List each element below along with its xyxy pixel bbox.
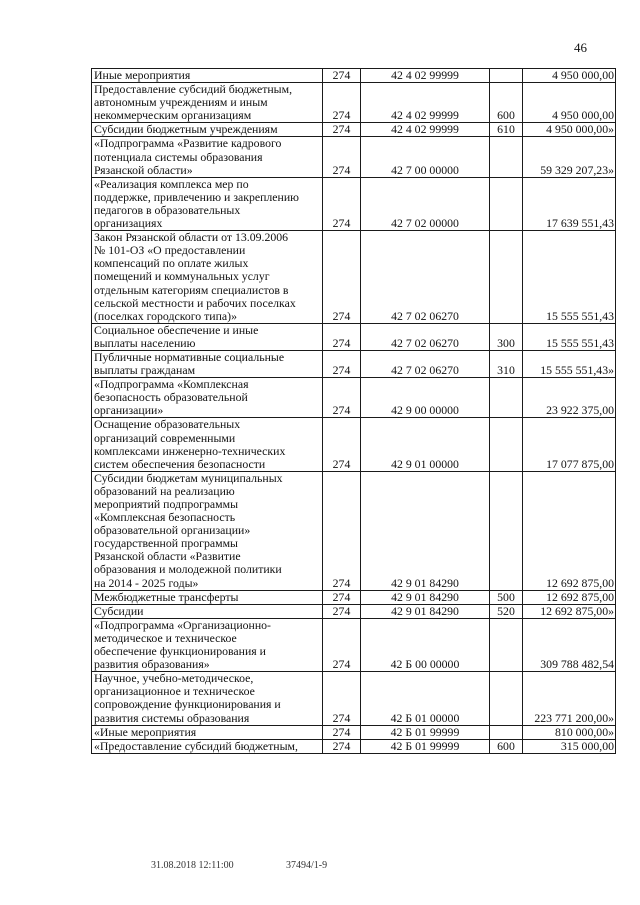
row-gr-code-cell: 274 (323, 323, 361, 350)
row-amount-cell: 15 555 551,43 (523, 231, 616, 324)
row-gr-code-cell: 274 (323, 471, 361, 590)
table-row (92, 725, 616, 739)
row-csr-code-cell: 42 Б 01 99999 (361, 725, 490, 739)
row-vr-code-cell: 520 (490, 604, 523, 618)
row-gr-code-cell: 274 (323, 378, 361, 418)
row-gr-code-cell: 274 (323, 725, 361, 739)
table-row (92, 418, 616, 471)
table-row (92, 177, 616, 230)
row-name-cell: Субсидии бюджетным учреждениям (92, 123, 323, 137)
row-csr-code-cell: 42 Б 01 00000 (361, 672, 490, 725)
row-gr-code-cell: 274 (323, 350, 361, 377)
row-csr-code-cell: 42 7 02 06270 (361, 231, 490, 324)
row-csr-code-cell: 42 4 02 99999 (361, 69, 490, 83)
row-amount-cell: 315 000,00 (523, 739, 616, 753)
table-row (92, 137, 616, 177)
table-row (92, 604, 616, 618)
table-row (92, 69, 616, 83)
row-vr-code-cell (490, 618, 523, 671)
row-name-cell: Субсидии (92, 604, 323, 618)
budget-table (91, 68, 616, 754)
row-amount-cell: 223 771 200,00» (523, 672, 616, 725)
row-vr-code-cell: 310 (490, 350, 523, 377)
row-vr-code-cell: 300 (490, 323, 523, 350)
row-vr-code-cell (490, 418, 523, 471)
table-row (92, 323, 616, 350)
row-csr-code-cell: 42 Б 00 00000 (361, 618, 490, 671)
row-vr-code-cell (490, 378, 523, 418)
row-gr-code-cell: 274 (323, 177, 361, 230)
table-row (92, 471, 616, 590)
row-gr-code-cell: 274 (323, 590, 361, 604)
row-amount-cell: 309 788 482,54 (523, 618, 616, 671)
row-amount-cell: 23 922 375,00 (523, 378, 616, 418)
row-vr-code-cell: 600 (490, 739, 523, 753)
row-vr-code-cell (490, 231, 523, 324)
row-name-cell: Оснащение образовательных организаций современными комплексами инженерно-технических систем обеспечения безопасности (92, 418, 323, 471)
row-amount-cell: 810 000,00» (523, 725, 616, 739)
row-csr-code-cell: 42 4 02 99999 (361, 83, 490, 123)
row-gr-code-cell: 274 (323, 672, 361, 725)
row-vr-code-cell (490, 177, 523, 230)
row-name-cell: «Реализация комплекса мер по поддержке, привлечению и закреплению педагогов в образовательных организациях (92, 177, 323, 230)
row-name-cell: «Подпрограмма «Развитие кадрового потенциала системы образования Рязанской области» (92, 137, 323, 177)
row-amount-cell: 12 692 875,00 (523, 590, 616, 604)
row-gr-code-cell: 274 (323, 83, 361, 123)
table-row (92, 590, 616, 604)
footer-doc-number: 37494/1-9 (286, 860, 328, 871)
row-name-cell: Публичные нормативные социальные выплаты гражданам (92, 350, 323, 377)
row-vr-code-cell (490, 725, 523, 739)
row-csr-code-cell: 42 9 01 84290 (361, 590, 490, 604)
row-vr-code-cell (490, 471, 523, 590)
page-number: 46 (574, 40, 587, 55)
row-gr-code-cell: 274 (323, 418, 361, 471)
row-csr-code-cell: 42 7 02 06270 (361, 350, 490, 377)
row-amount-cell: 4 950 000,00 (523, 69, 616, 83)
row-csr-code-cell: 42 9 00 00000 (361, 378, 490, 418)
row-amount-cell: 12 692 875,00 (523, 471, 616, 590)
row-vr-code-cell (490, 69, 523, 83)
row-csr-code-cell: 42 7 02 06270 (361, 323, 490, 350)
row-gr-code-cell: 274 (323, 137, 361, 177)
row-name-cell: Предоставление субсидий бюджетным, автономным учреждениям и иным некоммерческим организациям (92, 83, 323, 123)
table-row (92, 739, 616, 753)
row-vr-code-cell: 600 (490, 83, 523, 123)
table-row (92, 378, 616, 418)
row-name-cell: «Предоставление субсидий бюджетным, (92, 739, 323, 753)
row-name-cell: Закон Рязанской области от 13.09.2006 № 101-ОЗ «О предоставлении компенсаций по оплате жилых помещений и коммунальных услуг отдельным категориям специалистов в сельской местности и рабочих поселках (поселках городского типа)» (92, 231, 323, 324)
row-gr-code-cell: 274 (323, 231, 361, 324)
row-amount-cell: 17 077 875,00 (523, 418, 616, 471)
row-csr-code-cell: 42 7 02 00000 (361, 177, 490, 230)
table-row (92, 83, 616, 123)
row-vr-code-cell (490, 137, 523, 177)
row-amount-cell: 15 555 551,43 (523, 323, 616, 350)
row-amount-cell: 59 329 207,23» (523, 137, 616, 177)
row-name-cell: Научное, учебно-методическое, организационное и техническое сопровождение функционирования и развития системы образования (92, 672, 323, 725)
row-name-cell: «Иные мероприятия (92, 725, 323, 739)
row-csr-code-cell: 42 9 01 00000 (361, 418, 490, 471)
row-name-cell: Иные мероприятия (92, 69, 323, 83)
row-csr-code-cell: 42 7 00 00000 (361, 137, 490, 177)
table-row (92, 231, 616, 324)
table-row (92, 350, 616, 377)
row-vr-code-cell: 610 (490, 123, 523, 137)
row-gr-code-cell: 274 (323, 739, 361, 753)
row-name-cell: «Подпрограмма «Комплексная безопасность образовательной организации» (92, 378, 323, 418)
row-csr-code-cell: 42 9 01 84290 (361, 604, 490, 618)
row-gr-code-cell: 274 (323, 618, 361, 671)
row-amount-cell: 4 950 000,00 (523, 83, 616, 123)
row-gr-code-cell: 274 (323, 69, 361, 83)
footer-datetime: 31.08.2018 12:11:00 (151, 860, 234, 871)
table-body (92, 69, 616, 754)
row-gr-code-cell: 274 (323, 604, 361, 618)
row-name-cell: «Подпрограмма «Организационно- методическое и техническое обеспечение функционирования и развития образования» (92, 618, 323, 671)
row-vr-code-cell (490, 672, 523, 725)
table-row (92, 123, 616, 137)
row-name-cell: Межбюджетные трансферты (92, 590, 323, 604)
row-amount-cell: 17 639 551,43 (523, 177, 616, 230)
table-row (92, 672, 616, 725)
row-vr-code-cell: 500 (490, 590, 523, 604)
row-csr-code-cell: 42 9 01 84290 (361, 471, 490, 590)
row-name-cell: Социальное обеспечение и иные выплаты населению (92, 323, 323, 350)
row-gr-code-cell: 274 (323, 123, 361, 137)
row-csr-code-cell: 42 4 02 99999 (361, 123, 490, 137)
row-amount-cell: 12 692 875,00» (523, 604, 616, 618)
row-csr-code-cell: 42 Б 01 99999 (361, 739, 490, 753)
row-amount-cell: 15 555 551,43» (523, 350, 616, 377)
row-name-cell: Субсидии бюджетам муниципальных образований на реализацию мероприятий подпрограммы «Комплексная безопасность образовательной организации» государственной программы Рязанской области «Развитие образования и молодежной политики на 2014 - 2025 годы» (92, 471, 323, 590)
table-row (92, 618, 616, 671)
row-amount-cell: 4 950 000,00» (523, 123, 616, 137)
